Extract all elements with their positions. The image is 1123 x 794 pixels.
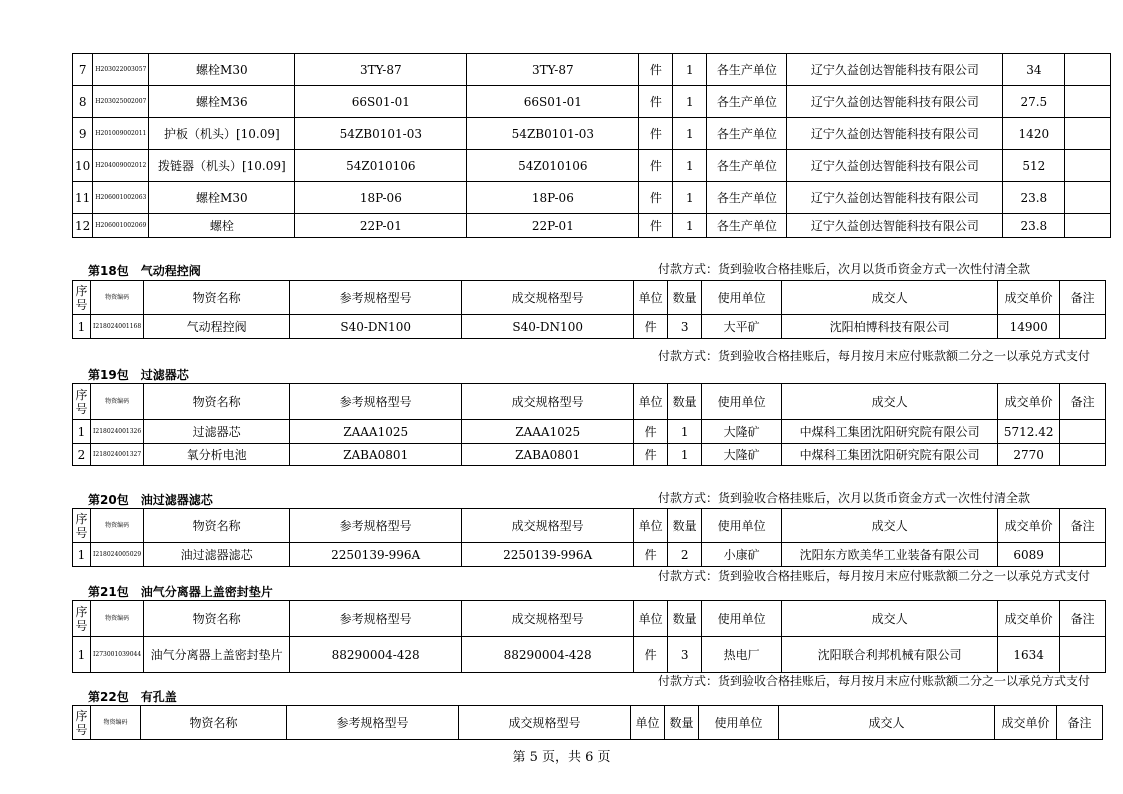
cell-price: 1634 [998,637,1060,673]
cell-no: 9 [73,118,93,150]
cell-vendor: 沈阳联合利邦机械有限公司 [782,637,998,673]
cell-note [1060,543,1106,567]
header-cell-qty: 数量 [668,384,702,420]
cell-user: 小康矿 [702,543,782,567]
header-cell-qty: 数量 [668,601,702,637]
cell-code: I218024001168 [91,315,144,339]
cell-note [1065,54,1111,86]
cell-deal: S40-DN100 [462,315,634,339]
header-cell-vendor: 成交人 [782,384,998,420]
cell-no: 8 [73,86,93,118]
header-cell-ref: 参考规格型号 [290,509,462,543]
cell-ref: 3TY-87 [295,54,467,86]
header-cell-name: 物资名称 [144,601,290,637]
table-row [73,315,1106,339]
cell-price: 2770 [998,444,1060,466]
cell-user: 大隆矿 [702,420,782,444]
cell-price: 27.5 [1003,86,1065,118]
header-cell-unit: 单位 [631,706,665,740]
cell-price: 23.8 [1003,214,1065,238]
cell-ref: 2250139-996A [290,543,462,567]
cell-vendor: 沈阳柏博科技有限公司 [782,315,998,339]
table-row [73,118,1111,150]
cell-code: I218024005029 [91,543,144,567]
cell-ref: 18P-06 [295,182,467,214]
package-title: 第18包 气动程控阀 [88,264,201,278]
cell-qty: 1 [673,182,707,214]
cell-user: 各生产单位 [707,86,787,118]
cell-note [1060,444,1106,466]
cell-qty: 2 [668,543,702,567]
cell-name: 氧分析电池 [144,444,290,466]
cell-name: 油过滤器滤芯 [144,543,290,567]
cell-user: 大平矿 [702,315,782,339]
cell-ref: S40-DN100 [290,315,462,339]
cell-code: H203022003057 [93,54,149,86]
cell-vendor: 辽宁久益创达智能科技有限公司 [787,150,1003,182]
cell-code: I218024001327 [91,444,144,466]
cell-qty: 1 [673,214,707,238]
cell-user: 各生产单位 [707,118,787,150]
cell-note [1065,182,1111,214]
header-cell-no: 序号 [73,509,91,543]
cell-price: 34 [1003,54,1065,86]
cell-code: H203025002007 [93,86,149,118]
header-cell-no: 序号 [73,281,91,315]
cell-qty: 1 [668,420,702,444]
cell-ref: 66S01-01 [295,86,467,118]
header-cell-no: 序号 [73,384,91,420]
cell-name: 螺栓M36 [149,86,295,118]
header-cell-name: 物资名称 [144,509,290,543]
header-cell-no: 序号 [73,601,91,637]
payment-terms: 付款方式：货到验收合格挂账后，次月以货币资金方式一次性付清全款 [658,262,1031,276]
cell-unit: 件 [639,182,673,214]
header-cell-user: 使用单位 [699,706,779,740]
cell-ref: 54Z010106 [295,150,467,182]
package-title: 第22包 有孔盖 [88,690,177,704]
header-cell-price: 成交单价 [998,509,1060,543]
cell-ref: ZAAA1025 [290,420,462,444]
cell-vendor: 辽宁久益创达智能科技有限公司 [787,54,1003,86]
data-table [72,508,1106,567]
package-title: 第21包 油气分离器上盖密封垫片 [88,585,273,599]
header-cell-user: 使用单位 [702,601,782,637]
cell-price: 1420 [1003,118,1065,150]
cell-qty: 1 [673,86,707,118]
cell-user: 大隆矿 [702,444,782,466]
table-row [73,86,1111,118]
cell-note [1060,420,1106,444]
cell-ref: 88290004-428 [290,637,462,673]
data-table [72,53,1111,238]
header-cell-deal: 成交规格型号 [462,509,634,543]
cell-qty: 1 [673,118,707,150]
payment-terms: 付款方式：货到验收合格挂账后，每月按月末应付账款额二分之一以承兑方式支付 [658,569,1091,583]
cell-unit: 件 [634,444,668,466]
header-cell-code: 物资编码 [91,601,144,637]
cell-note [1060,315,1106,339]
cell-vendor: 中煤科工集团沈阳研究院有限公司 [782,444,998,466]
cell-deal: 18P-06 [467,182,639,214]
cell-name: 螺栓M30 [149,182,295,214]
data-table [72,705,1103,740]
package-title: 第20包 油过滤器滤芯 [88,493,213,507]
cell-deal: ZABA0801 [462,444,634,466]
cell-name: 护板（机头）[10.09] [149,118,295,150]
cell-no: 7 [73,54,93,86]
header-cell-note: 备注 [1057,706,1103,740]
cell-code: I218024001326 [91,420,144,444]
cell-unit: 件 [634,543,668,567]
cell-unit: 件 [639,86,673,118]
cell-deal: ZAAA1025 [462,420,634,444]
cell-vendor: 辽宁久益创达智能科技有限公司 [787,182,1003,214]
cell-deal: 3TY-87 [467,54,639,86]
cell-note [1065,86,1111,118]
package-title: 第19包 过滤器芯 [88,368,189,382]
header-cell-ref: 参考规格型号 [290,384,462,420]
header-cell-deal: 成交规格型号 [462,601,634,637]
table-row [73,543,1106,567]
header-cell-name: 物资名称 [144,281,290,315]
header-cell-note: 备注 [1060,509,1106,543]
data-table [72,280,1106,339]
header-cell-vendor: 成交人 [782,281,998,315]
cell-deal: 88290004-428 [462,637,634,673]
cell-unit: 件 [639,150,673,182]
cell-note [1065,150,1111,182]
table-row [73,214,1111,238]
cell-vendor: 辽宁久益创达智能科技有限公司 [787,86,1003,118]
cell-vendor: 辽宁久益创达智能科技有限公司 [787,118,1003,150]
cell-name: 螺栓 [149,214,295,238]
cell-deal: 2250139-996A [462,543,634,567]
header-cell-note: 备注 [1060,281,1106,315]
cell-deal: 66S01-01 [467,86,639,118]
cell-user: 各生产单位 [707,150,787,182]
cell-price: 5712.42 [998,420,1060,444]
cell-ref: 54ZB0101-03 [295,118,467,150]
header-cell-name: 物资名称 [144,384,290,420]
header-cell-price: 成交单价 [998,281,1060,315]
cell-price: 23.8 [1003,182,1065,214]
header-cell-qty: 数量 [668,281,702,315]
cell-unit: 件 [634,637,668,673]
header-cell-ref: 参考规格型号 [287,706,459,740]
cell-qty: 1 [673,54,707,86]
header-cell-code: 物资编码 [91,706,141,740]
cell-user: 各生产单位 [707,182,787,214]
cell-code: H204009002012 [93,150,149,182]
cell-vendor: 中煤科工集团沈阳研究院有限公司 [782,420,998,444]
payment-terms: 付款方式：货到验收合格挂账后，次月以货币资金方式一次性付清全款 [658,491,1031,505]
cell-unit: 件 [634,315,668,339]
cell-code: I273001039044 [91,637,144,673]
cell-unit: 件 [639,214,673,238]
cell-name: 油气分离器上盖密封垫片 [144,637,290,673]
cell-price: 512 [1003,150,1065,182]
header-cell-price: 成交单价 [998,601,1060,637]
header-cell-ref: 参考规格型号 [290,601,462,637]
header-cell-unit: 单位 [634,384,668,420]
table-header-row [73,706,1103,740]
cell-ref: ZABA0801 [290,444,462,466]
cell-no: 2 [73,444,91,466]
header-cell-code: 物资编码 [91,509,144,543]
cell-unit: 件 [639,54,673,86]
cell-no: 1 [73,315,91,339]
header-cell-deal: 成交规格型号 [462,281,634,315]
cell-vendor: 沈阳东方欧美华工业装备有限公司 [782,543,998,567]
cell-deal: 22P-01 [467,214,639,238]
cell-no: 1 [73,543,91,567]
cell-code: H206001002069 [93,214,149,238]
cell-no: 1 [73,420,91,444]
cell-ref: 22P-01 [295,214,467,238]
table-header-row [73,281,1106,315]
cell-name: 过滤器芯 [144,420,290,444]
header-cell-code: 物资编码 [91,384,144,420]
cell-price: 14900 [998,315,1060,339]
cell-name: 气动程控阀 [144,315,290,339]
cell-user: 各生产单位 [707,214,787,238]
header-cell-qty: 数量 [665,706,699,740]
header-cell-price: 成交单价 [995,706,1057,740]
payment-terms: 付款方式：货到验收合格挂账后，每月按月末应付账款额二分之一以承兑方式支付 [658,674,1091,688]
header-cell-note: 备注 [1060,384,1106,420]
cell-note [1060,637,1106,673]
cell-no: 1 [73,637,91,673]
cell-no: 10 [73,150,93,182]
table-header-row [73,509,1106,543]
header-cell-deal: 成交规格型号 [462,384,634,420]
header-cell-user: 使用单位 [702,509,782,543]
header-cell-user: 使用单位 [702,384,782,420]
cell-qty: 3 [668,637,702,673]
table-row [73,182,1111,214]
page-number-footer: 第 5 页，共 6 页 [512,750,611,765]
header-cell-no: 序号 [73,706,91,740]
header-cell-vendor: 成交人 [779,706,995,740]
cell-qty: 3 [668,315,702,339]
header-cell-unit: 单位 [634,601,668,637]
data-table [72,383,1106,466]
cell-name: 拨链器（机头）[10.09] [149,150,295,182]
cell-note [1065,118,1111,150]
header-cell-user: 使用单位 [702,281,782,315]
cell-price: 6089 [998,543,1060,567]
cell-deal: 54Z010106 [467,150,639,182]
cell-user: 各生产单位 [707,54,787,86]
header-cell-price: 成交单价 [998,384,1060,420]
header-cell-qty: 数量 [668,509,702,543]
cell-qty: 1 [668,444,702,466]
payment-terms: 付款方式：货到验收合格挂账后，每月按月末应付账款额二分之一以承兑方式支付 [658,349,1091,363]
table-header-row [73,384,1106,420]
cell-unit: 件 [634,420,668,444]
cell-no: 11 [73,182,93,214]
header-cell-name: 物资名称 [141,706,287,740]
table-row [73,150,1111,182]
cell-unit: 件 [639,118,673,150]
table-row [73,444,1106,466]
header-cell-deal: 成交规格型号 [459,706,631,740]
cell-note [1065,214,1111,238]
header-cell-note: 备注 [1060,601,1106,637]
cell-code: H206001002063 [93,182,149,214]
cell-user: 热电厂 [702,637,782,673]
data-table [72,600,1106,673]
cell-vendor: 辽宁久益创达智能科技有限公司 [787,214,1003,238]
table-row [73,637,1106,673]
header-cell-vendor: 成交人 [782,509,998,543]
table-row [73,54,1111,86]
cell-name: 螺栓M30 [149,54,295,86]
table-header-row [73,601,1106,637]
cell-no: 12 [73,214,93,238]
header-cell-vendor: 成交人 [782,601,998,637]
cell-qty: 1 [673,150,707,182]
cell-code: H201009002011 [93,118,149,150]
header-cell-unit: 单位 [634,509,668,543]
header-cell-unit: 单位 [634,281,668,315]
header-cell-ref: 参考规格型号 [290,281,462,315]
header-cell-code: 物资编码 [91,281,144,315]
cell-deal: 54ZB0101-03 [467,118,639,150]
table-row [73,420,1106,444]
